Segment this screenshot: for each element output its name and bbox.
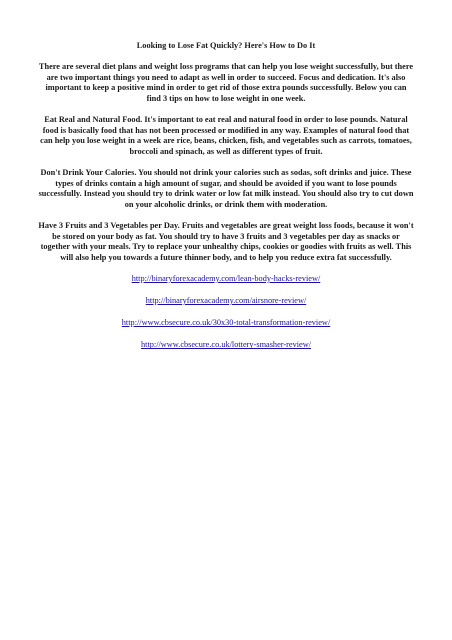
link-30x30-total-transformation-review[interactable]: http://www.cbsecure.co.uk/30x30-total-transformation-review/	[121, 318, 331, 328]
link-list	[38, 274, 414, 351]
link-lottery-smasher-review[interactable]: http://www.cbsecure.co.uk/lottery-smasher-review/	[140, 340, 312, 350]
link-airsnore-review[interactable]: http://binaryforexacademy.com/airsnore-review/	[145, 296, 307, 306]
tip-paragraph-fruits-vegetables: Have 3 Fruits and 3 Vegetables per Day. Fruits and vegetables are great weight loss foods, because it won't be stored on your body as fat. You should try to have 3 fruits and 3 vegetables per day as snacks or together with your meals. Try to replace your unhealthy chips, cookies or goodies with fruits as well. This will also help you towards a future thinner body, and to help you reduce extra fat successfully.	[38, 221, 414, 262]
document-title: Looking to Lose Fat Quickly? Here's How to Do It	[136, 41, 316, 50]
link-item	[38, 340, 414, 351]
document-body	[38, 41, 414, 362]
tip-paragraph-natural-food: Eat Real and Natural Food. It's important to eat real and natural food in order to lose pounds. Natural food is basically food that has not been processed or modified in any way. Examples of natural food that can help you lose weight in a week are rice, beans, chicken, fish, and vegetables such as carrots, tomatoes, broccoli and spinach, as well as different types of fruit.	[40, 115, 412, 156]
intro-paragraph: There are several diet plans and weight loss programs that can help you lose weight successfully, but there are two important things you need to adapt as well in order to succeed. Focus and dedication. It's also important to keep a positive mind in order to get rid of those extra pounds successfully. Below you can find 3 tips on how to lose weight in one week.	[38, 62, 414, 103]
link-item	[38, 274, 414, 285]
tip-paragraph-drink-calories: Don't Drink Your Calories. You should not drink your calories such as sodas, soft drinks and juice. These types of drinks contain a high amount of sugar, and should be avoided if you want to lose pounds successfully. Instead you should try to drink water or low fat milk instead. You should also try to cut down on your alcoholic drinks, or drink them with moderation.	[38, 168, 414, 209]
link-item	[38, 318, 414, 329]
link-lean-body-hacks-review[interactable]: http://binaryforexacademy.com/lean-body-hacks-review/	[131, 274, 321, 284]
link-item	[38, 296, 414, 307]
